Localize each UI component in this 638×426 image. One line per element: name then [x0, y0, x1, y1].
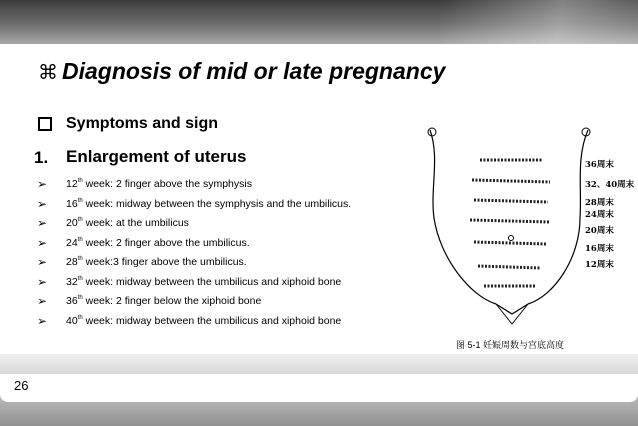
week-label: 24周末 [585, 210, 614, 220]
list-item: 12th week: 2 finger above the symphysis [66, 178, 252, 190]
list-item: 24th week: 2 finger above the umbilicus. [66, 236, 250, 249]
top-bar-highlight [440, 0, 638, 44]
slide-title [38, 58, 445, 85]
page-number: 26 [14, 378, 29, 393]
figure-caption: 图 5-1 妊娠周数与宫底高度 [456, 340, 565, 350]
week-label: 36周末 [585, 160, 614, 170]
arrow-bullet-icon: ➢ [37, 255, 48, 269]
checkbox-bullet-icon [38, 117, 52, 131]
arrow-bullet-icon: ➢ [37, 235, 48, 250]
arrow-bullet-icon: ➢ [37, 313, 48, 328]
week-label: 28周末 [585, 198, 614, 208]
week-label: 20周末 [585, 226, 614, 236]
arrow-bullet-icon: ➢ [37, 196, 48, 211]
footer-bar [0, 374, 638, 402]
week-label: 16周末 [585, 244, 614, 254]
arrow-bullet-icon: ➢ [37, 294, 48, 308]
slide-title-text: Diagnosis of mid or late pregnancy [62, 58, 446, 84]
list-item: 20th week: at the umbilicus [66, 217, 189, 229]
list-item: 40th week: midway between the umbilicus and xiphoid bone [66, 314, 342, 327]
week-label: 12周末 [585, 260, 614, 270]
subsection-number: 1. [34, 148, 49, 167]
arrow-bullet-icon: ➢ [37, 274, 48, 289]
list-item: 28th week:3 finger above the umbilicus. [66, 256, 247, 268]
arrow-bullet-icon: ➢ [37, 216, 48, 230]
list-item: 16th week: midway between the symphysis and the umbilicus. [66, 197, 352, 210]
list-item: 36th week: 2 finger below the xiphoid bone [66, 295, 262, 307]
week-label: 32、40周末 [585, 180, 635, 190]
command-symbol-icon: ⌘ [38, 62, 58, 84]
subsection-heading: Enlargement of uterus [66, 147, 247, 166]
uterus-height-diagram [400, 118, 626, 354]
arrow-bullet-icon: ➢ [37, 177, 48, 191]
list-item: 32th week: midway between the umbilicus and xiphoid bone [66, 275, 342, 288]
section-heading: Symptoms and sign [66, 115, 219, 132]
